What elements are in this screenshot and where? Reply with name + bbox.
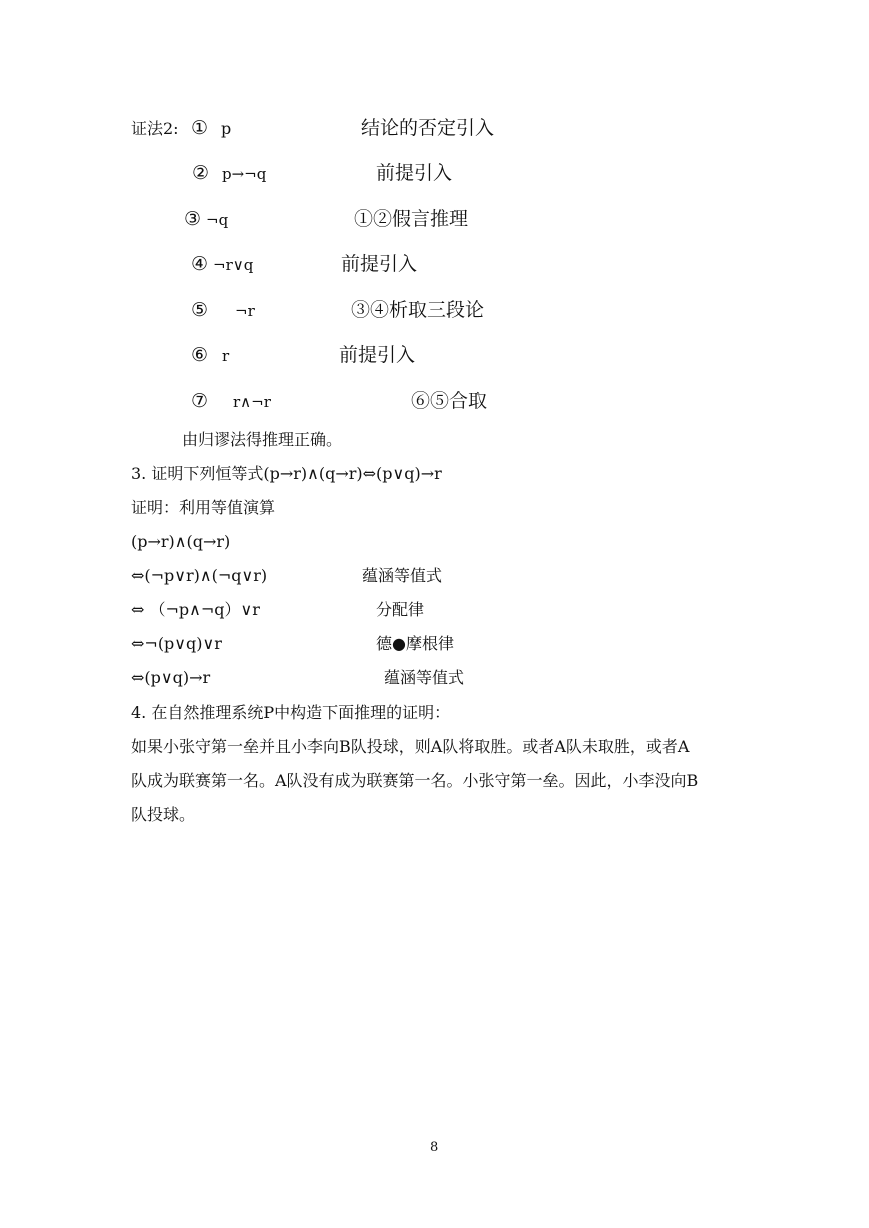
problem4-line-3: 队投球。 — [131, 805, 196, 824]
problem4-line-2: 队成为联赛第一名。A队没有成为联赛第一名。小张守第一垒。因此，小李没向B — [131, 771, 699, 790]
problem3-title: 3. 证明下列恒等式(p→r)∧(q→r)⇔(p∨q)→r — [131, 464, 442, 483]
step-6-reason: 前提引入 — [339, 344, 416, 366]
step-5-number: ⑤ — [191, 299, 209, 321]
equivalence-line-3: ⇔¬(p∨q)∨r — [131, 634, 222, 653]
equivalence-reason-4: 蕴涵等值式 — [384, 668, 465, 687]
step-4-reason: 前提引入 — [341, 253, 418, 275]
equivalence-line-1: ⇔(¬p∨r)∧(¬q∨r) — [131, 566, 268, 585]
step-7-number: ⑦ — [191, 390, 209, 412]
step-5-reason: ③④析取三段论 — [351, 299, 485, 321]
step-4-formula: ¬r∨q — [213, 256, 254, 274]
equivalence-reason-3: 德●摩根律 — [376, 634, 454, 653]
equivalence-reason-1: 蕴涵等值式 — [362, 566, 443, 585]
step-2-formula: p→¬q — [222, 165, 267, 183]
equivalence-line-4: ⇔(p∨q)→r — [131, 668, 211, 687]
step-3-number: ③ — [184, 208, 202, 230]
step-1-reason: 结论的否定引入 — [361, 117, 495, 139]
equivalence-reason-2: 分配律 — [376, 600, 425, 619]
step-3-reason: ①②假言推理 — [354, 208, 469, 230]
step-1-formula: p — [221, 119, 232, 138]
step-3-formula: ¬q — [206, 211, 229, 229]
step-4-number: ④ — [191, 253, 209, 275]
proof2-conclusion: 由归谬法得推理正确。 — [182, 430, 343, 449]
step-6-formula: r — [222, 347, 230, 365]
proof2-heading: 证法2: — [131, 119, 179, 138]
step-1-number: ① — [191, 117, 209, 139]
step-7-formula: r∧¬r — [233, 393, 271, 411]
equivalence-line-2: ⇔ （¬p∧¬q）∨r — [131, 600, 260, 619]
step-2-number: ② — [192, 162, 210, 184]
page-number: 8 — [430, 1140, 439, 1155]
step-7-reason: ⑥⑤合取 — [411, 390, 488, 412]
problem4-title: 4. 在自然推理系统P中构造下面推理的证明： — [131, 703, 451, 722]
problem3-method: 证明：利用等值演算 — [131, 498, 276, 517]
problem4-line-1: 如果小张守第一垒并且小李向B队投球，则A队将取胜。或者A队未取胜，或者A — [131, 737, 690, 756]
step-2-reason: 前提引入 — [376, 162, 453, 184]
problem3-start-expression: (p→r)∧(q→r) — [131, 532, 231, 551]
step-6-number: ⑥ — [191, 344, 209, 366]
step-5-formula: ¬r — [235, 302, 255, 320]
